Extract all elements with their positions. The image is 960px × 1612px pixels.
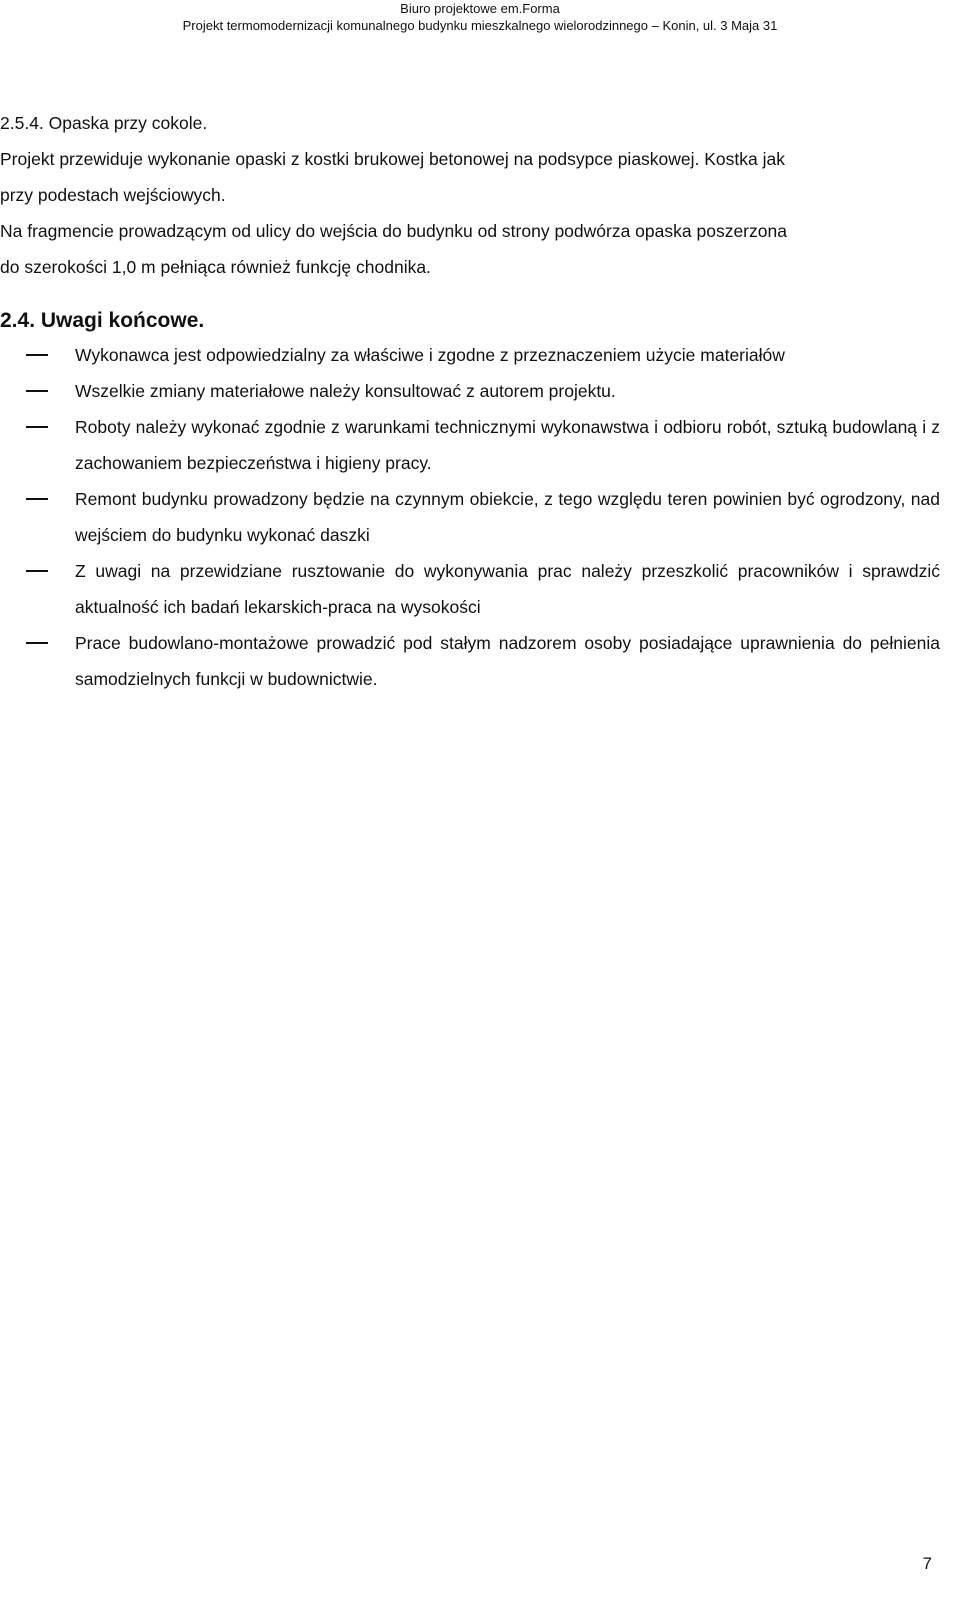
list-item <box>0 625 940 697</box>
list-item <box>0 373 940 409</box>
page-number: 7 <box>922 1554 932 1573</box>
list-item <box>0 409 940 481</box>
dash-bullet-icon <box>26 390 48 392</box>
section-254-line: do szerokości 1,0 m pełniąca również funkcję chodnika. <box>0 257 431 277</box>
page-header <box>0 0 960 34</box>
dash-bullet-icon <box>26 642 48 644</box>
dash-bullet-icon <box>26 426 48 428</box>
list-item <box>0 481 940 553</box>
header-project-title: Projekt termomodernizacji komunalnego budynku mieszkalnego wielorodzinnego – Konin, ul. 3 Maja 31 <box>182 18 778 33</box>
list-item-text: Remont budynku prowadzony będzie na czynnym obiekcie, z tego względu teren powinien być ogrodzony, nad wejściem do budynku wykonać daszki <box>75 489 940 545</box>
header-office-name: Biuro projektowe em.Forma <box>400 1 560 16</box>
list-item-text: Roboty należy wykonać zgodnie z warunkami technicznymi wykonawstwa i odbioru robót, sztuką budowlaną i z zachowaniem bezpieczeństwa i higieny pracy. <box>75 417 940 473</box>
dash-bullet-icon <box>26 498 48 500</box>
dash-bullet-icon <box>26 570 48 572</box>
section-254-title: 2.5.4. Opaska przy cokole. <box>0 113 208 133</box>
section-254-line: przy podestach wejściowych. <box>0 185 226 205</box>
list-item <box>0 337 940 373</box>
list-item-text: Wszelkie zmiany materiałowe należy konsultować z autorem projektu. <box>75 381 616 401</box>
section-254-line: Na fragmencie prowadzącym od ulicy do wejścia do budynku od strony podwórza opaska poszerzona <box>0 221 787 241</box>
remarks-list <box>0 337 940 697</box>
list-item-text: Z uwagi na przewidziane rusztowanie do wykonywania prac należy przeszkolić pracowników i sprawdzić aktualność ich badań lekarskich-praca na wysokości <box>75 561 940 617</box>
section-254-line: Projekt przewiduje wykonanie opaski z kostki brukowej betonowej na podsypce piaskowej. Kostka jak <box>0 149 785 169</box>
list-item-text: Prace budowlano-montażowe prowadzić pod stałym nadzorem osoby posiadające uprawnienia do pełnienia samodzielnych funkcji w budownictwie. <box>75 633 940 689</box>
dash-bullet-icon <box>26 354 48 356</box>
document-body <box>0 105 940 697</box>
list-item <box>0 553 940 625</box>
section-24-heading: 2.4. Uwagi końcowe. <box>0 309 205 332</box>
list-item-text: Wykonawca jest odpowiedzialny za właściwe i zgodne z przeznaczeniem użycie materiałów <box>75 345 785 365</box>
